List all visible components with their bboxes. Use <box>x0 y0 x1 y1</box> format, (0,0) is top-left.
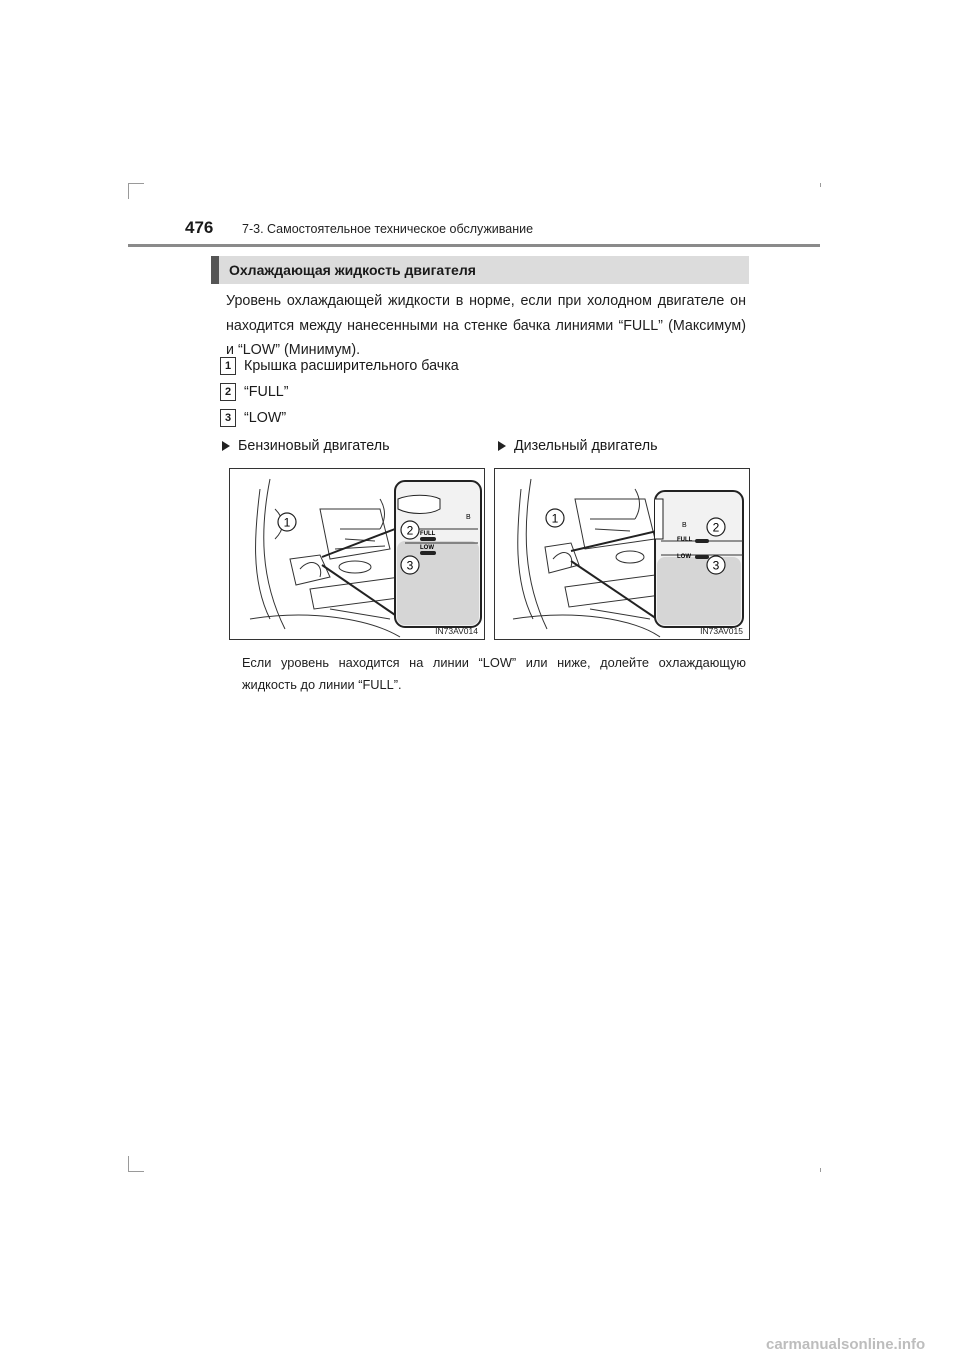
list-item <box>220 355 459 377</box>
figure-code: IN73AV014 <box>435 626 478 636</box>
tank-mark-full: FULL <box>677 537 693 543</box>
callout-1-label: 1 <box>551 511 559 526</box>
chapter-title: 7-3. Самостоятельное техническое обслуживание <box>242 222 534 236</box>
watermark: carmanualsonline.info <box>766 1336 926 1353</box>
crop-mark-bottom-left-h <box>128 1171 144 1172</box>
figure-petrol-engine <box>229 468 485 640</box>
callout-3-label: 3 <box>712 558 720 573</box>
crop-mark-bottom-left-v <box>128 1156 129 1172</box>
crop-mark-bottom-right <box>820 1168 821 1172</box>
item-label: Крышка расширительного бачка <box>244 358 459 375</box>
crop-mark-top-right <box>820 183 821 187</box>
variant-heading-diesel <box>498 436 658 456</box>
item-label: “LOW” <box>244 410 287 427</box>
body-paragraph: Уровень охлаждающей жидкости в норме, если при холодном двигателе он находится между нанесенными на стенке бачка линиями “FULL” (Максимум) и “LOW” (Минимум). <box>226 293 746 358</box>
variant-label: Дизельный двигатель <box>514 438 658 454</box>
section-heading: Охлаждающая жидкость двигателя <box>211 256 749 284</box>
figure-code: IN73AV015 <box>700 626 743 636</box>
tank-mark-full: FULL <box>420 531 436 537</box>
crop-mark-top-left-v <box>128 183 129 199</box>
tank-mark-b: B <box>682 522 687 529</box>
note-paragraph: Если уровень находится на линии “LOW” или ниже, долейте охлаждающую жидкость до линии “FULL”. <box>242 655 746 692</box>
variant-label: Бензиновый двигатель <box>238 438 390 454</box>
figure-diesel-engine <box>494 468 750 640</box>
item-number: 2 <box>220 383 236 401</box>
list-item <box>220 407 286 429</box>
tank-mark-low: LOW <box>677 554 691 560</box>
crop-mark-top-left-h <box>128 183 144 184</box>
item-number: 3 <box>220 409 236 427</box>
tank-mark-b: B <box>466 514 471 521</box>
callout-2-label: 2 <box>712 520 720 535</box>
callout-1-label: 1 <box>283 515 291 530</box>
callout-3-label: 3 <box>406 558 414 573</box>
item-number: 1 <box>220 357 236 375</box>
page-number: 476 <box>185 218 214 237</box>
list-item <box>220 381 288 403</box>
variant-heading-petrol <box>222 436 390 456</box>
engine-bay-illustration <box>230 469 485 640</box>
triangle-bullet-icon <box>498 441 506 451</box>
tank-mark-low: LOW <box>420 545 434 551</box>
triangle-bullet-icon <box>222 441 230 451</box>
callout-2-label: 2 <box>406 523 414 538</box>
engine-bay-illustration <box>495 469 750 640</box>
header-divider <box>128 244 820 247</box>
item-label: “FULL” <box>244 384 289 401</box>
